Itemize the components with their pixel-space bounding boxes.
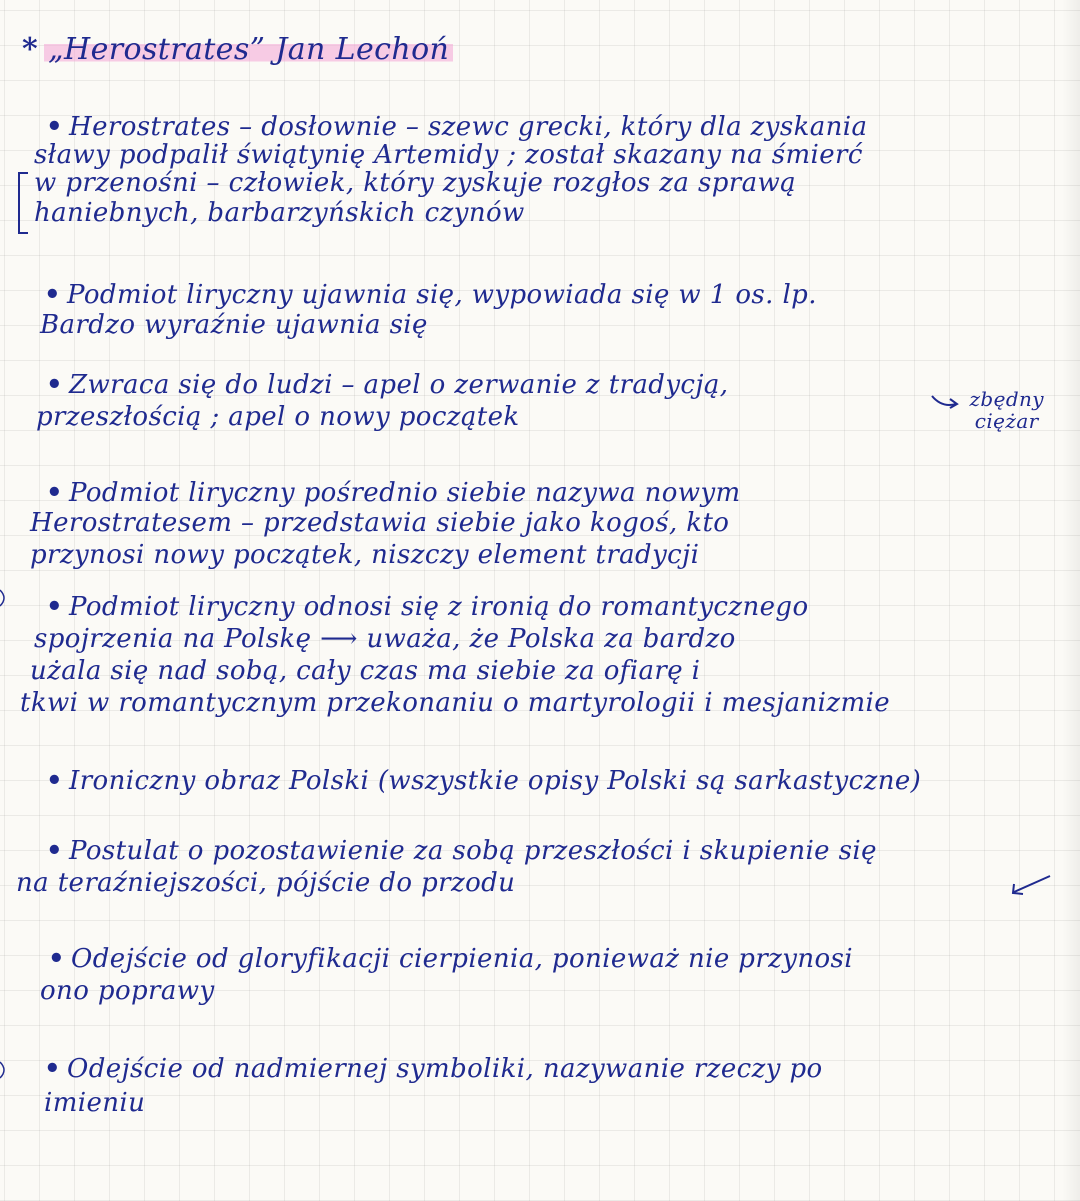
bullet-4-text-4: tkwi w romantycznym przekonaniu o martyrologii i mesjanizmie <box>20 688 891 718</box>
bullet-4-text-1: Podmiot liryczny odnosi się z ironią do romantycznego <box>69 592 809 622</box>
bullet-3-text-3: przynosi nowy początek, niszczy element tradycji <box>30 540 700 570</box>
star-icon: * <box>22 32 39 67</box>
definition-line-4 <box>34 198 525 228</box>
bullet-1-line-2 <box>40 310 428 340</box>
bullet-1-text-2: Bardzo wyraźnie ujawnia się <box>40 310 428 340</box>
arrow-left-icon <box>1008 872 1054 898</box>
bullet-2-line-2 <box>36 402 520 432</box>
bullet-8-line-1 <box>44 1054 823 1084</box>
bullet: • <box>44 1054 62 1084</box>
bullet-8-text-2: imieniu <box>44 1088 146 1118</box>
bullet-7-text-1: Odejście od gloryfikacji cierpienia, ponieważ nie przynosi <box>71 944 854 974</box>
bullet-6-line-1 <box>46 836 877 866</box>
bullet: • <box>48 944 66 974</box>
bullet-6-text-2: na teraźniejszości, pójście do przodu <box>16 868 516 898</box>
bullet-3-text-1: Podmiot liryczny pośrednio siebie nazywa nowym <box>69 478 741 508</box>
bullet-3-line-2 <box>30 508 729 538</box>
bullet-1-text-1: Podmiot liryczny ujawnia się, wypowiada się w 1 os. lp. <box>67 280 817 310</box>
bullet-3-text-2: Herostratesem – przedstawia siebie jako kogoś, kto <box>30 508 730 538</box>
definition-text-4: haniebnych, barbarzyńskich czynów <box>34 198 525 228</box>
bullet-7-line-2 <box>40 976 215 1006</box>
definition-line-2 <box>34 140 863 170</box>
bullet-4-text-2: spojrzenia na Polskę ⟶ uważa, że Polska za bardzo <box>34 624 736 654</box>
bullet: • <box>46 766 64 796</box>
definition-line-3 <box>34 168 796 198</box>
bullet-6-text-1: Postulat o pozostawienie za sobą przeszłości i skupienie się <box>69 836 877 866</box>
side-note-line-2: ciężar <box>974 409 1039 433</box>
bullet-2-line-1 <box>46 370 728 400</box>
bullet: • <box>46 592 64 622</box>
bullet-5-text-1: Ironiczny obraz Polski (wszystkie opisy Polski są sarkastyczne) <box>69 766 922 796</box>
bullet-7-line-1 <box>48 944 853 974</box>
bullet-3-line-3 <box>30 540 699 570</box>
bullet: • <box>46 478 64 508</box>
bullet-1-line-1 <box>44 280 817 310</box>
title-text: „Herostrates” Jan Lechoń <box>44 32 453 67</box>
side-note-line-1: zbędny <box>969 387 1044 411</box>
bullet-4-text-3: użala się nad sobą, cały czas ma siebie za ofiarę i <box>30 656 701 686</box>
bullet: • <box>46 112 64 142</box>
bullet-2-text-2: przeszłością ; apel o nowy początek <box>36 402 520 432</box>
bullet-2-text-1: Zwraca się do ludzi – apel o zerwanie z tradycją, <box>69 370 729 400</box>
bullet-4-line-1 <box>46 592 809 622</box>
bullet-7-text-2: ono poprawy <box>40 976 215 1006</box>
bullet-8-text-1: Odejście od nadmiernej symboliki, nazywanie rzeczy po <box>67 1054 823 1084</box>
bullet-4-line-3 <box>30 656 700 686</box>
note-title <box>22 30 453 70</box>
bullet: • <box>44 280 62 310</box>
definition-text-3: w przenośni – człowiek, który zyskuje rozgłos za sprawą <box>34 168 797 198</box>
bullet-4-line-4 <box>20 688 890 718</box>
arrow-right-icon <box>930 392 960 412</box>
definition-bracket <box>18 172 28 234</box>
definition-text-2: sławy podpalił świątynię Artemidy ; został skazany na śmierć <box>34 140 863 170</box>
bullet-8-line-2 <box>44 1088 145 1118</box>
bullet-5-line-1 <box>46 766 921 796</box>
definition-text-1: Herostrates – dosłownie – szewc grecki, który dla zyskania <box>69 112 868 142</box>
page-edge-shadow <box>1062 0 1080 1201</box>
margin-mark <box>0 588 12 608</box>
side-note <box>969 388 1044 432</box>
bullet-6-line-2 <box>16 868 515 898</box>
definition-line-1 <box>46 112 867 142</box>
bullet-4-line-2 <box>34 624 736 654</box>
bullet-3-line-1 <box>46 478 741 508</box>
margin-mark <box>0 1060 12 1080</box>
bullet: • <box>46 836 64 866</box>
bullet: • <box>46 370 64 400</box>
